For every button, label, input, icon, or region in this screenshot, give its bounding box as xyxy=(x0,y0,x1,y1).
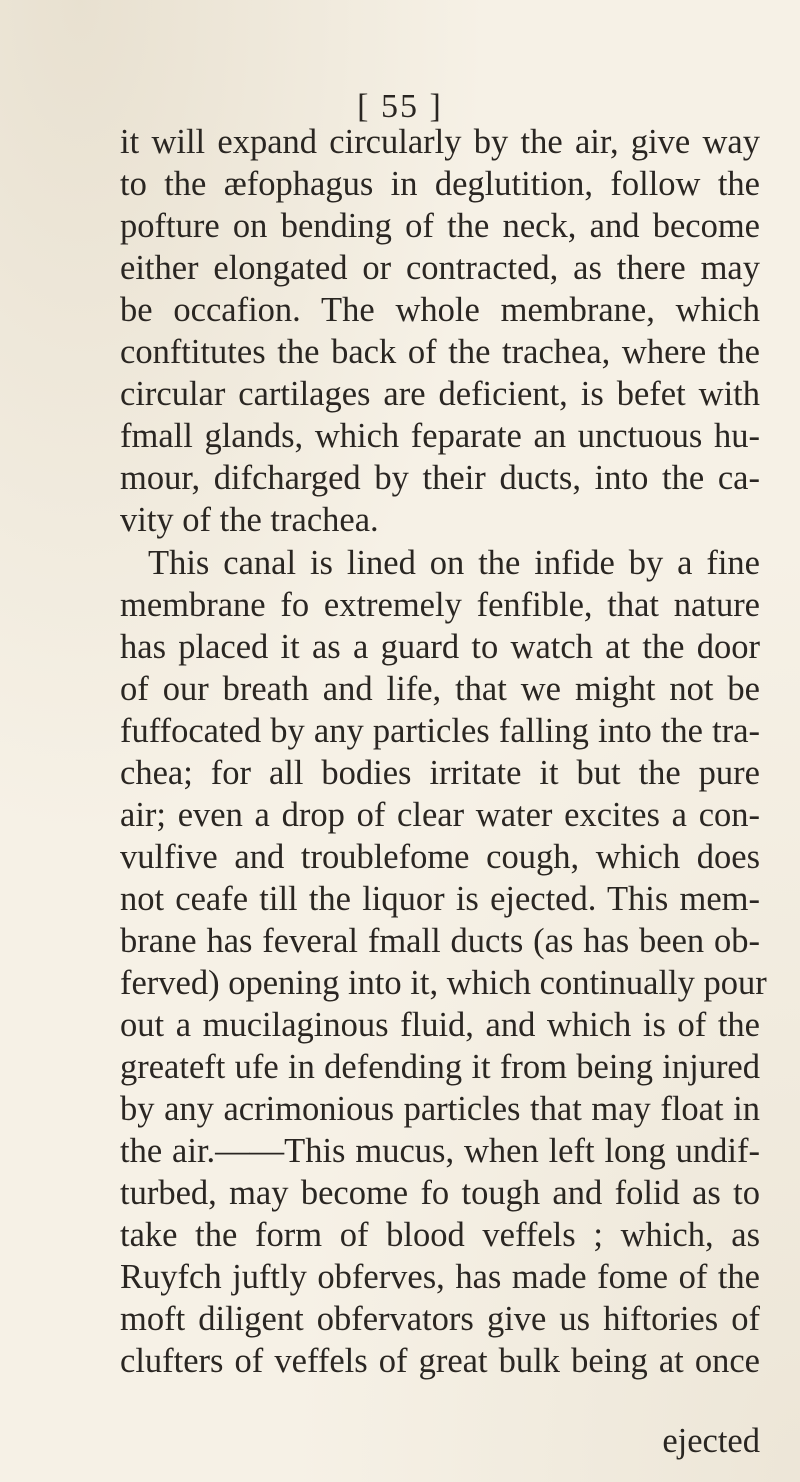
text-line: not ceafe till the liquor is ejected. This mem- xyxy=(120,880,760,918)
text-line: conftitutes the back of the trachea, where the xyxy=(120,333,760,371)
text-line: fuffocated by any particles falling into the tra- xyxy=(120,712,760,750)
text-line: pofture on bending of the neck, and become xyxy=(120,207,760,245)
text-line: vity of the trachea. xyxy=(120,501,379,539)
text-line: to the æfophagus in deglutition, follow the xyxy=(120,165,760,203)
paragraph-1 xyxy=(120,121,760,541)
text-line: greateft ufe in defending it from being injured xyxy=(120,1048,760,1086)
text-line: mour, difcharged by their ducts, into the ca- xyxy=(120,459,760,497)
text-line: brane has feveral fmall ducts (as has been ob- xyxy=(120,922,760,960)
text-line: membrane fo extremely fenfible, that nature xyxy=(120,586,760,624)
text-line: air; even a drop of clear water excites a con- xyxy=(120,796,760,834)
catchword: ejected xyxy=(662,1422,760,1460)
text-line: be occafion. The whole membrane, which xyxy=(120,291,760,329)
text-line: of our breath and life, that we might not be xyxy=(120,670,760,708)
text-line: vulfive and troublefome cough, which does xyxy=(120,838,760,876)
text-line: it will expand circularly by the air, give way xyxy=(120,123,760,161)
page-number: [ 55 ] xyxy=(357,88,443,125)
text-line: chea; for all bodies irritate it but the pure xyxy=(120,754,760,792)
text-line: out a mucilaginous fluid, and which is of the xyxy=(120,1006,760,1044)
text-line: turbed, may become fo tough and folid as to xyxy=(120,1174,760,1212)
text-line: circular cartilages are deficient, is befet with xyxy=(120,375,760,413)
text-line: ferved) opening into it, which continually pour xyxy=(120,964,767,1002)
text-line: take the form of blood veffels ; which, as xyxy=(120,1216,760,1254)
text-line: This canal is lined on the infide by a fine xyxy=(148,544,760,582)
text-line: by any acrimonious particles that may float in xyxy=(120,1090,760,1128)
text-line: clufters of veffels of great bulk being at once xyxy=(120,1342,760,1380)
text-line: fmall glands, which feparate an unctuous hu- xyxy=(120,417,760,455)
text-line: has placed it as a guard to watch at the door xyxy=(120,628,760,666)
text-line: the air.——This mucus, when left long undif- xyxy=(120,1132,760,1170)
paragraph-2 xyxy=(120,542,767,1382)
text-line: either elongated or contracted, as there may xyxy=(120,249,760,287)
text-line: moft diligent obfervators give us hiftories of xyxy=(120,1300,760,1338)
text-line: Ruyfch juftly obferves, has made fome of the xyxy=(120,1258,760,1296)
